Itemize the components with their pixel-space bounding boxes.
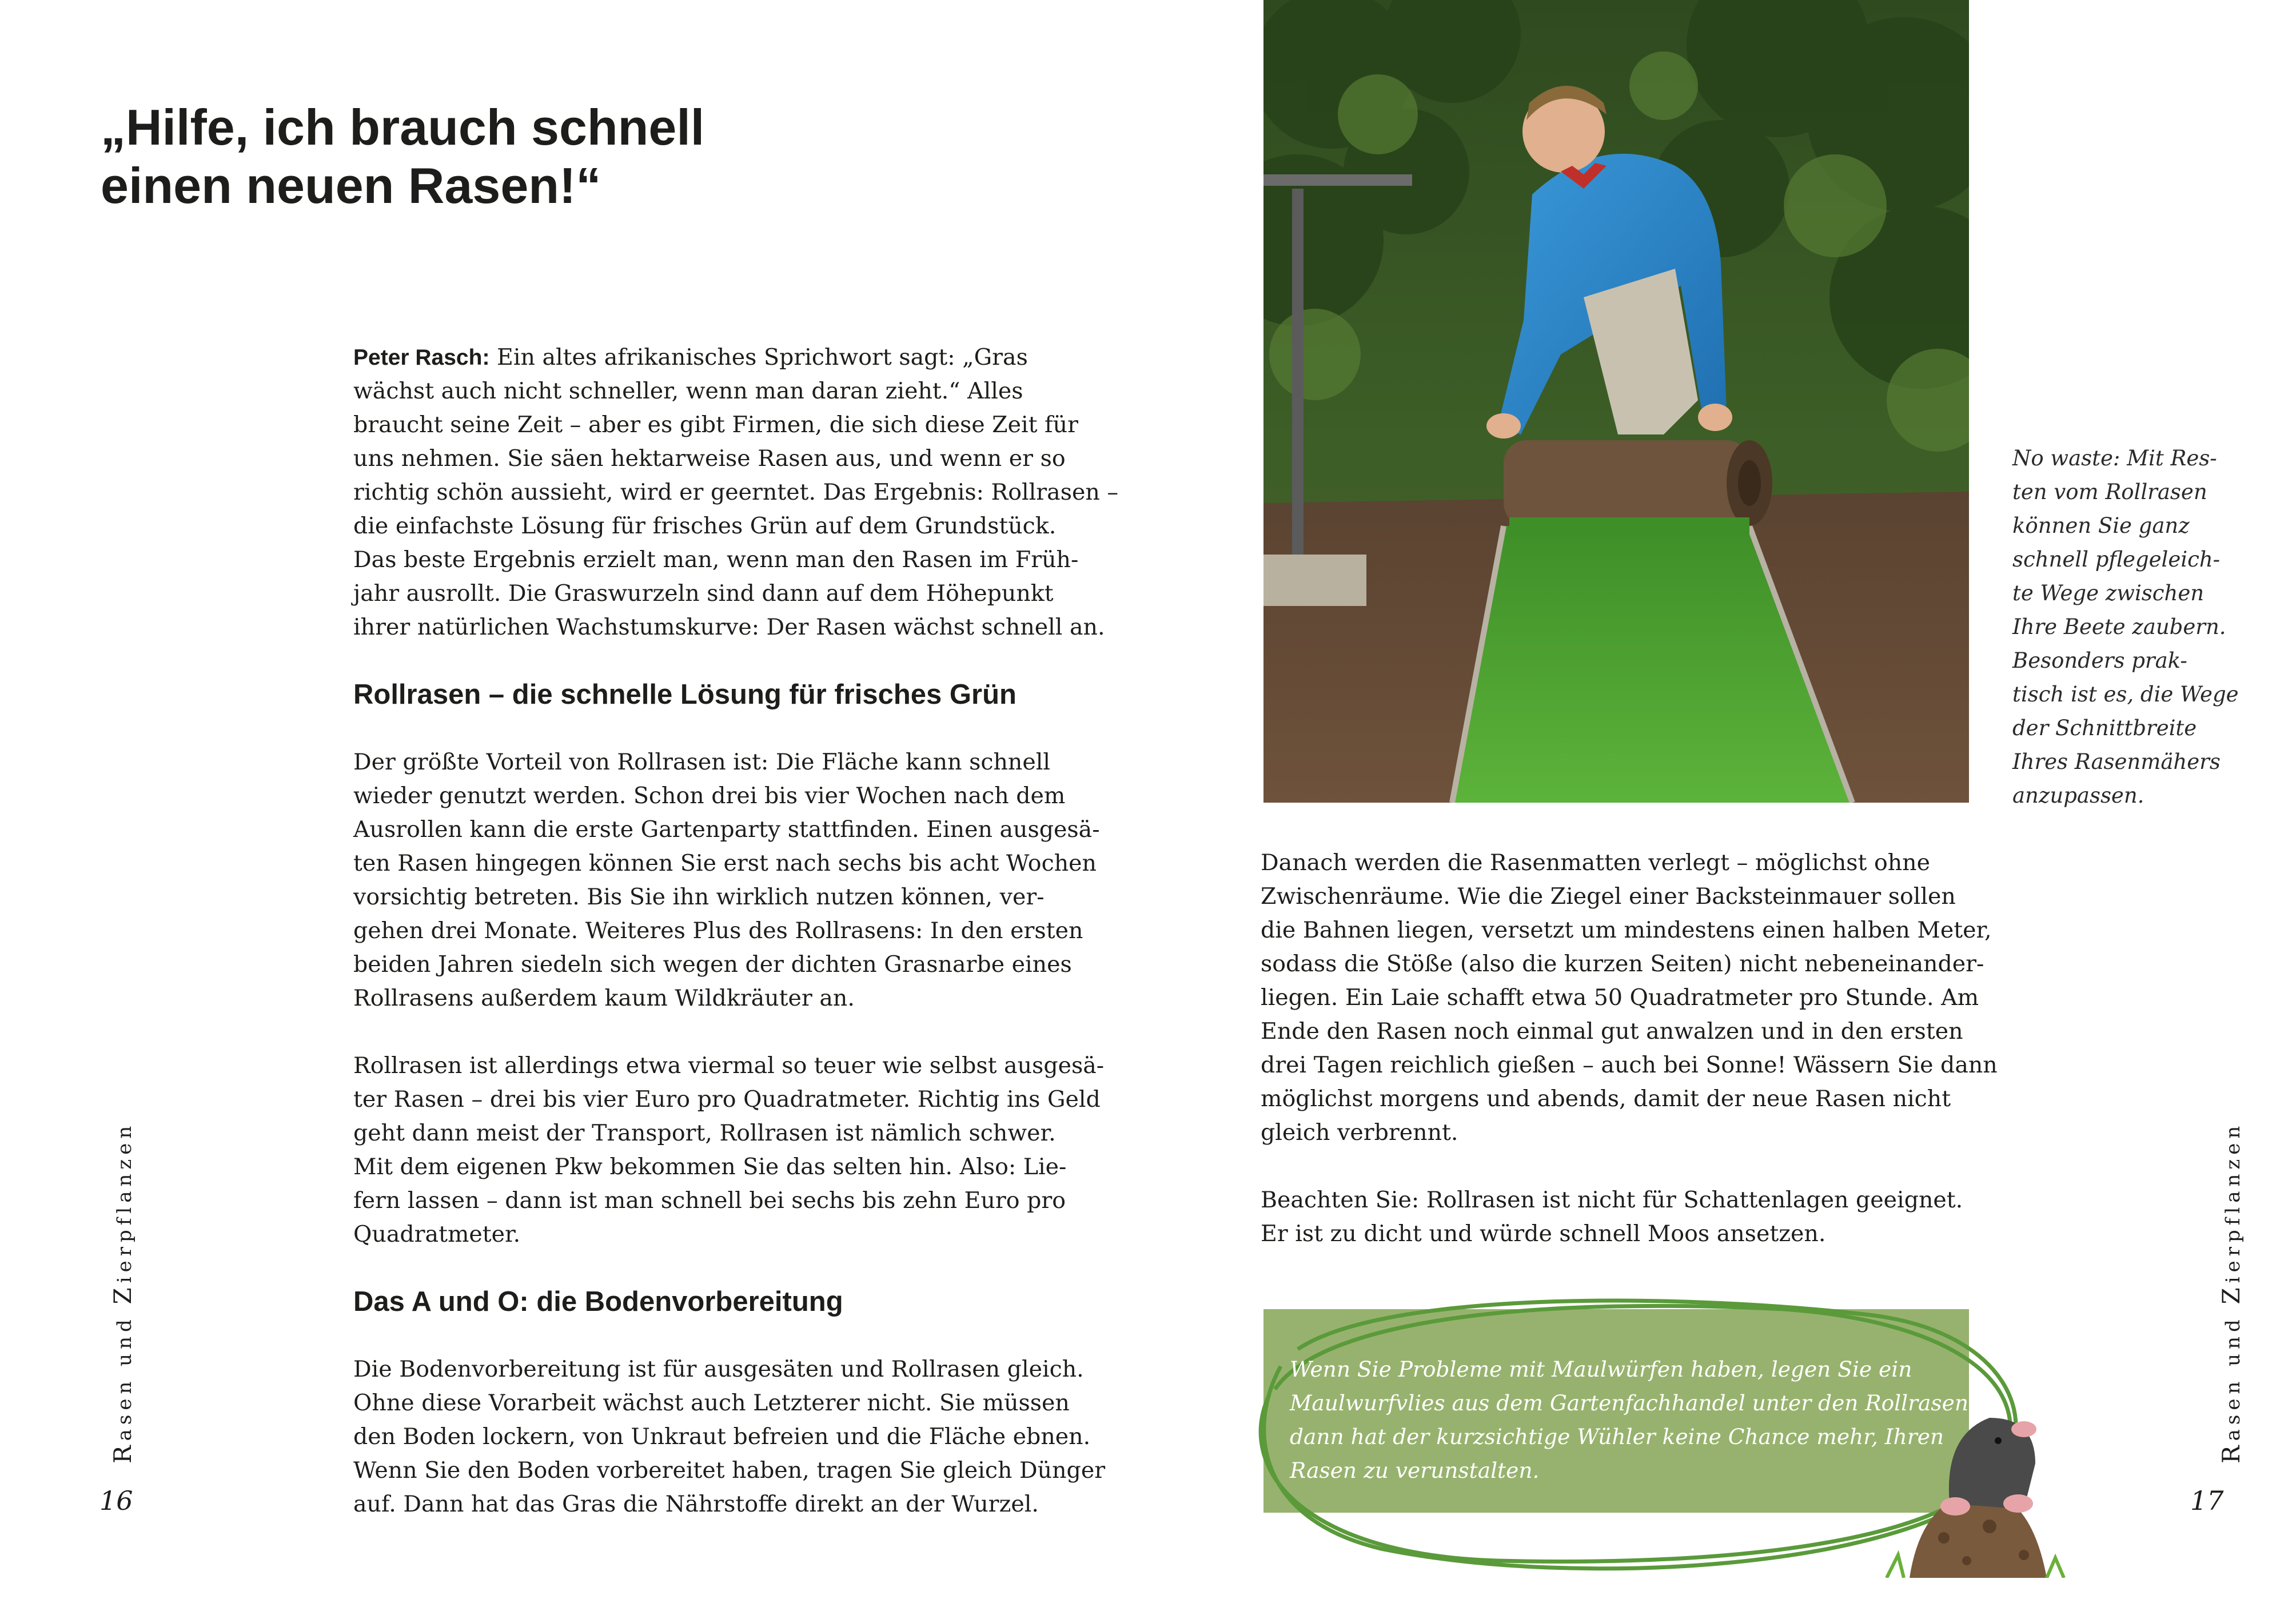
right-paragraph-2 (1261, 1183, 1975, 1251)
intro-line: Das beste Ergebnis erzielt man, wenn man den Rasen im Früh- (353, 547, 1079, 573)
body-line: auf. Dann hat das Gras die Nährstoffe direkt an der Wurzel. (353, 1491, 1039, 1517)
intro-line: Ein altes afrikanisches Sprichwort sagt: „Gras (489, 344, 1028, 370)
intro-line: ihrer natürlichen Wachstumskurve: Der Rasen wächst schnell an. (353, 614, 1105, 640)
page-number-left: 16 (99, 1485, 133, 1516)
photo-caption (2012, 441, 2239, 812)
running-head-right: Rasen und Zierpflanzen (2217, 1121, 2245, 1464)
caption-line: Ihres Rasenmähers (2012, 749, 2221, 774)
body-line: geht dann meist der Transport, Rollrasen ist nämlich schwer. (353, 1120, 1056, 1146)
tip-line: Maulwurfvlies aus dem Gartenfachhandel unter den Rollrasen, (1290, 1390, 1975, 1415)
intro-line: wächst auch nicht schneller, wenn man daran zieht.“ Alles (353, 378, 1023, 404)
page-number-right: 17 (2190, 1485, 2224, 1516)
caption-line: te Wege zwischen (2012, 581, 2205, 605)
right-text-column (1261, 846, 1998, 1285)
section1-paragraph-1 (353, 745, 1100, 1015)
intro-line: richtig schön aussieht, wird er geerntet. Das Ergebnis: Rollrasen – (353, 479, 1119, 505)
body-line: sodass die Stöße (also die kurzen Seiten) nicht nebeneinander- (1261, 951, 1984, 977)
caption-line: tisch ist es, die Wege (2012, 682, 2239, 707)
body-line: drei Tagen reichlich gießen – auch bei Sonne! Wässern Sie dann (1261, 1052, 1998, 1078)
body-line: Die Bodenvorbereitung ist für ausgesäten und Rollrasen gleich. (353, 1356, 1084, 1382)
intro-line: uns nehmen. Sie säen hektarweise Rasen aus, und wenn er so (353, 445, 1066, 472)
caption-line: anzupassen. (2012, 783, 2144, 808)
body-line: Danach werden die Rasenmatten verlegt – möglichst ohne (1261, 850, 1930, 876)
headline-line: einen neuen Rasen!“ (101, 157, 601, 214)
body-line: ten Rasen hingegen können Sie erst nach sechs bis acht Wochen (353, 850, 1097, 876)
caption-line: Besonders prak- (2012, 648, 2187, 673)
body-line: Mit dem eigenen Pkw bekommen Sie das selten hin. Also: Lie- (353, 1154, 1067, 1180)
body-line: die Bahnen liegen, versetzt um mindestens einen halben Meter, (1261, 917, 1992, 943)
intro-line: braucht seine Zeit – aber es gibt Firmen, die sich diese Zeit für (353, 412, 1078, 438)
body-line: Zwischenräume. Wie die Ziegel einer Backsteinmauer sollen (1261, 883, 1956, 910)
caption-line: können Sie ganz (2012, 513, 2190, 538)
caption-line: schnell pflegeleich- (2012, 547, 2221, 572)
caption-line: der Schnittbreite (2012, 716, 2197, 740)
caption-line: Ihre Beete zaubern. (2012, 615, 2226, 639)
headline (101, 98, 787, 215)
body-line: fern lassen – dann ist man schnell bei sechs bis zehn Euro pro (353, 1187, 1066, 1214)
body-line: Rollrasen ist allerdings etwa viermal so teuer wie selbst ausgesä- (353, 1052, 1105, 1079)
body-line: beiden Jahren siedeln sich wegen der dichten Grasnarbe eines (353, 951, 1072, 978)
body-line: liegen. Ein Laie schafft etwa 50 Quadratmeter pro Stunde. Am (1261, 984, 1979, 1011)
right-paragraph-1 (1261, 846, 1998, 1150)
section-heading-bodenvorbereitung: Das A und O: die Bodenvorbereitung (353, 1286, 843, 1317)
tip-text (1290, 1353, 1975, 1488)
section-heading-rollrasen: Rollrasen – die schnelle Lösung für frisches Grün (353, 679, 1017, 710)
tip-line: Rasen zu verunstalten. (1290, 1458, 1540, 1483)
body-line: Er ist zu dicht und würde schnell Moos ansetzen. (1261, 1221, 1826, 1247)
tip-line: dann hat der kurzsichtige Wühler keine Chance mehr, Ihren (1290, 1424, 1944, 1449)
body-line: ter Rasen – drei bis vier Euro pro Quadratmeter. Richtig ins Geld (353, 1086, 1101, 1112)
left-text-column (353, 341, 1119, 1555)
rollrasen-photo (1263, 0, 1969, 803)
tip-line: Wenn Sie Probleme mit Maulwürfen haben, legen Sie ein (1290, 1357, 1912, 1382)
body-line: Ohne diese Vorarbeit wächst auch Letzterer nicht. Sie müssen (353, 1390, 1070, 1416)
body-line: Wenn Sie den Boden vorbereitet haben, tragen Sie gleich Dünger (353, 1457, 1106, 1484)
body-line: Rollrasens außerdem kaum Wildkräuter an. (353, 985, 855, 1011)
body-line: gleich verbrennt. (1261, 1119, 1458, 1146)
speaker-name: Peter Rasch: (353, 345, 490, 370)
body-line: Der größte Vorteil von Rollrasen ist: Die Fläche kann schnell (353, 749, 1051, 775)
body-line: Ausrollen kann die erste Gartenparty stattfinden. Einen ausgesä- (353, 816, 1100, 843)
intro-paragraph (353, 341, 1119, 644)
turf-roll (1504, 440, 1749, 526)
body-line: gehen drei Monate. Weiteres Plus des Rollrasens: In den ersten (353, 918, 1083, 944)
body-line: wieder genutzt werden. Schon drei bis vier Wochen nach dem (353, 783, 1066, 809)
body-line: den Boden lockern, von Unkraut befreien und die Fläche ebnen. (353, 1423, 1091, 1450)
photo-illustration (1263, 0, 1969, 803)
body-line: Ende den Rasen noch einmal gut anwalzen und in den ersten (1261, 1018, 1963, 1044)
section2-paragraph-1 (353, 1353, 1106, 1521)
headline-line: „Hilfe, ich brauch schnell (101, 99, 705, 155)
body-line: vorsichtig betreten. Bis Sie ihn wirklich nutzen können, ver- (353, 884, 1045, 910)
caption-line: No waste: Mit Res- (2012, 446, 2217, 470)
intro-line: die einfachste Lösung für frisches Grün auf dem Grundstück. (353, 513, 1057, 539)
body-line: Beachten Sie: Rollrasen ist nicht für Schattenlagen geeignet. (1261, 1187, 1963, 1213)
body-line: Quadratmeter. (353, 1221, 521, 1247)
caption-line: ten vom Rollrasen (2012, 480, 2207, 504)
running-head-left: Rasen und Zierpflanzen (109, 1121, 137, 1464)
body-line: möglichst morgens und abends, damit der neue Rasen nicht (1261, 1086, 1951, 1112)
intro-line: jahr ausrollt. Die Graswurzeln sind dann auf dem Höhepunkt (353, 580, 1054, 607)
metal-post (1292, 189, 1304, 560)
section1-paragraph-2 (353, 1049, 1105, 1251)
